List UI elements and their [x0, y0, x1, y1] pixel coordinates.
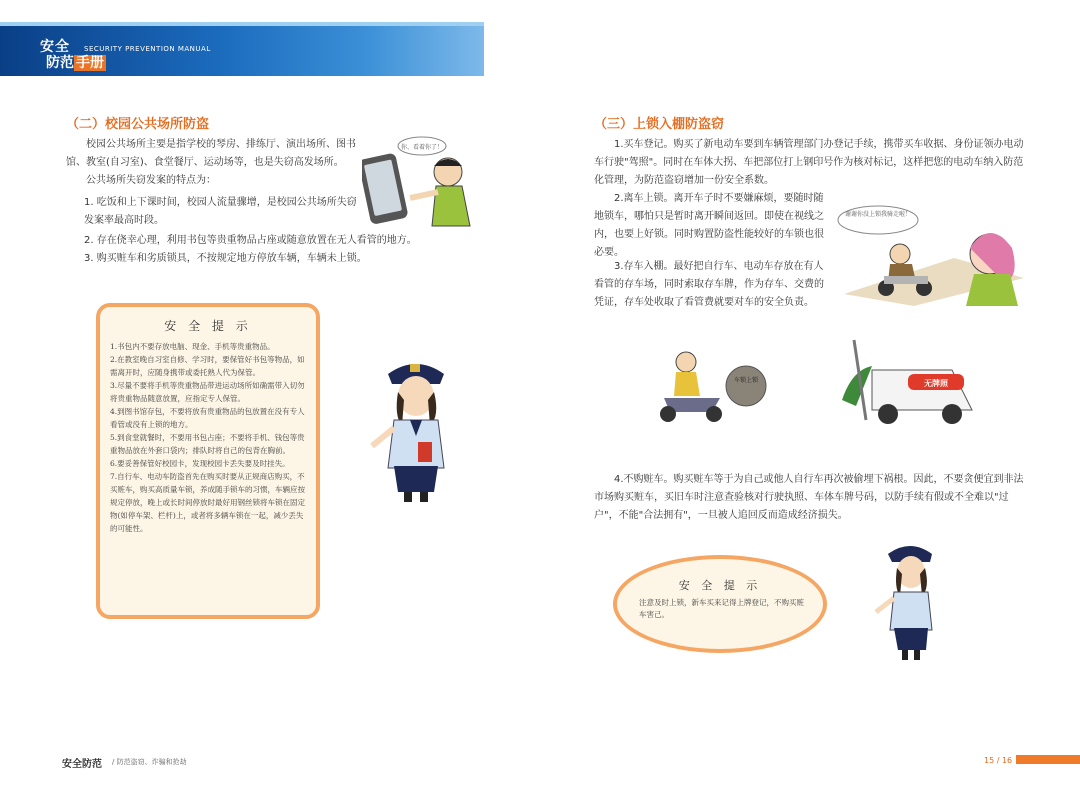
right-safety-tip-oval	[613, 555, 827, 653]
right-p2	[594, 190, 826, 262]
logo-part-b: 手册	[76, 55, 104, 71]
feature-item: 1. 吃饭和上下课时间，校园人流量骤增，是校园公共场所失窃发案率最高时段。	[84, 197, 357, 226]
intro-text: 校园公共场所主要是指学校的琴房、排练厅、演出场所、图书馆、教室(自习室)、食堂餐厅、运动场等，也是失窃高发场所。	[66, 139, 356, 168]
right-p3-text: 3.存车入棚。最好把自行车、电动车存放在有人看管的存车场，同时索取存车牌，作为存车、交费的凭证，存车处收取了看管费就要对车的安全负责。	[594, 261, 824, 308]
car-label: 无牌照	[924, 379, 948, 388]
police-officer-illustration-right	[870, 540, 950, 664]
right-p4	[594, 471, 1026, 525]
car-chain-illustration	[832, 330, 982, 436]
tip-item: 5.到食堂就餐时，不要用书包占座；不要将手机、钱包等贵重物品放在外套口袋内；排队时将自己的包背在胸前。	[110, 433, 305, 455]
tip-title: 安 全 提 示	[164, 319, 252, 333]
tip-item: 4.到图书馆存包，不要将放有贵重物品的包放置在没有专人看管或没有上锁的地方。	[110, 407, 305, 429]
tip-item: 6.要妥善保管好校园卡，发现校园卡丢失要及时挂失。	[110, 459, 290, 468]
right-p1-text: 1.买车登记。购买了新电动车要到车辆管理部门办登记手续，携带买车收据、身份证领办电动车行驶"驾照"。同时在车体大拐、车把部位打上钢印号作为核对标记，这样把您的电动车纳入防范化管理，为防范盗窃增加一份安全系数。	[594, 139, 1024, 186]
feature-item: 3. 购买赃车和劣质锁具，不按规定地方停放车辆，车辆未上锁。	[84, 253, 367, 264]
banner-highlight	[0, 22, 484, 26]
phone-thief-illustration	[362, 136, 488, 232]
tip-item: 2.在教室晚自习室自修、学习时，要保管好书包等物品，如需离开时，应随身携带或委托熟人代为保管。	[110, 355, 305, 377]
features-title: 公共场所失窃发案的特点为：	[86, 175, 216, 186]
tip-item: 3.尽量不要将手机等贵重物品带进运动场所如确需带入切勿将贵重物品随意放置，应指定专人保管。	[110, 381, 305, 403]
scooter-lock-illustration	[650, 340, 780, 426]
left-section-heading: （二）校园公共场所防盗	[66, 117, 210, 132]
logo-part-a: 防范	[46, 55, 74, 71]
banner-subtitle: SECURITY PREVENTION MANUAL	[84, 45, 211, 53]
thief-speech-text: 你、看着你了！	[400, 144, 444, 151]
right-p3	[594, 258, 826, 312]
features-list	[84, 194, 366, 230]
logo-line1: 安全	[40, 39, 70, 55]
footer-subtitle: / 防范盗窃、诈骗和抢劫	[112, 758, 187, 766]
features-list-2	[84, 232, 444, 268]
stone-lock-label: 车锁上锁	[733, 377, 759, 384]
right-section-heading: （三）上锁入棚防盗窃	[594, 117, 725, 132]
right-p1	[594, 136, 1026, 190]
oval-tip-text: 注意及时上锁，新车买来记得上牌登记，不购买赃车害己。	[639, 598, 804, 619]
scooter-thief-illustration	[834, 198, 1030, 306]
page-number: 15 / 16	[984, 756, 1013, 765]
feature-item: 2. 存在侥幸心理，利用书包等贵重物品占座或随意放置在无人看管的地方。	[84, 235, 417, 246]
scooter-speech-text: 谢谢你没上锁我骑走啦！	[844, 211, 912, 218]
oval-tip-title: 安 全 提 示	[678, 579, 762, 592]
footer-accent-bar	[1016, 755, 1080, 764]
right-p2-text: 2.离车上锁。离开车子时不要嫌麻烦，要随时随地锁车，哪怕只是暂时离开瞬间返回。即使在视线之内，也要上好锁。同时购置防盗性能较好的车锁也很必要。	[594, 193, 824, 258]
right-p4-text: 4.不购赃车。购买赃车等于为自己或他人自行车再次被偷埋下祸根。因此，不要贪便宜到非法市场购买赃车，买旧车时注意查验核对行驶执照、车体车牌号码，以防手续有假或不全难以"过户"，不能"合法拥有"，一旦被人追回反而造成经济损失。	[594, 474, 1024, 521]
left-safety-tip-box	[96, 303, 320, 619]
logo-line2	[46, 52, 106, 72]
footer-title: 安全防范	[62, 759, 102, 770]
police-officer-illustration	[364, 356, 464, 506]
tip-item: 1.书包内不要存放电脑、现金、手机等贵重物品。	[110, 342, 275, 351]
left-intro	[66, 136, 358, 190]
tip-item: 7.自行车、电动车防盗首先在购买时要从正规商店购买，不买赃车，购买高质量车锁，养成随手锁车的习惯，车辆应按规定停放，晚上或长时间停放时最好用钢丝锁将车锁在固定物(如停车架、栏杆)上，或者将多辆车锁在一起，减少丢失的可能性。	[110, 472, 305, 533]
